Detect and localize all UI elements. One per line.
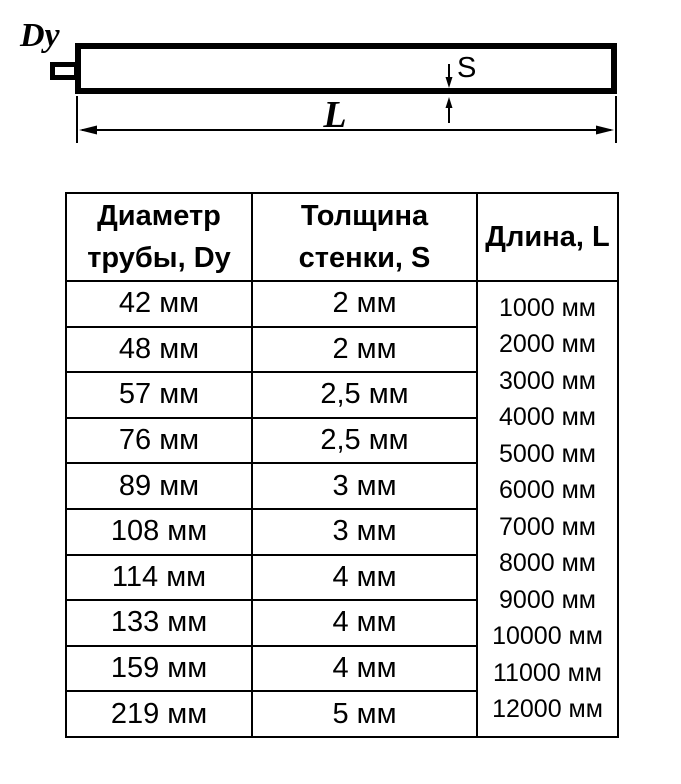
pipe-diagram (0, 0, 681, 170)
length-list (478, 282, 617, 736)
diameter-cell: 89 мм (66, 463, 252, 509)
thickness-cell: 3 мм (252, 463, 477, 509)
thickness-header-line1: Толщина (300, 200, 429, 232)
header-row (66, 193, 618, 281)
diameter-cell: 219 мм (66, 691, 252, 737)
thickness-cell: 2,5 мм (252, 418, 477, 464)
diameter-cell: 114 мм (66, 555, 252, 601)
spec-table (65, 192, 619, 738)
length-item: 2000 мм (499, 330, 596, 359)
pipe-body (78, 46, 614, 91)
thickness-cell: 2 мм (252, 327, 477, 373)
length-item: 3000 мм (499, 366, 596, 395)
length-column-header: Длина, L (477, 193, 618, 281)
thickness-header-line2: стенки, S (298, 242, 431, 274)
length-label: L (323, 94, 347, 136)
thickness-cell: 4 мм (252, 555, 477, 601)
diameter-cell: 48 мм (66, 327, 252, 373)
thickness-column-header (252, 193, 477, 281)
diameter-cell: 42 мм (66, 281, 252, 327)
pipe-end-stub (53, 65, 77, 78)
thickness-cell: 2,5 мм (252, 372, 477, 418)
pipe-diameter-label: Dy (20, 17, 60, 54)
length-item: 4000 мм (499, 403, 596, 432)
table-row (66, 281, 618, 327)
thickness-cell: 2 мм (252, 281, 477, 327)
length-item: 8000 мм (499, 549, 596, 578)
diameter-cell: 76 мм (66, 418, 252, 464)
thickness-cell: 4 мм (252, 646, 477, 692)
length-list-cell (477, 281, 618, 737)
diameter-cell: 108 мм (66, 509, 252, 555)
wall-thickness-arrow-up (446, 97, 453, 123)
length-item: 9000 мм (499, 585, 596, 614)
thickness-cell: 3 мм (252, 509, 477, 555)
length-item: 12000 мм (492, 695, 603, 724)
diameter-cell: 57 мм (66, 372, 252, 418)
length-item: 11000 мм (493, 658, 602, 687)
thickness-cell: 5 мм (252, 691, 477, 737)
length-item: 7000 мм (499, 512, 596, 541)
diameter-column-header (66, 193, 252, 281)
length-item: 1000 мм (499, 293, 596, 322)
diameter-header-line2: трубы, Dy (87, 242, 231, 274)
diameter-cell: 159 мм (66, 646, 252, 692)
diameter-header-line1: Диаметр (97, 200, 221, 232)
length-item: 10000 мм (492, 622, 603, 651)
length-item: 5000 мм (499, 439, 596, 468)
diameter-cell: 133 мм (66, 600, 252, 646)
thickness-cell: 4 мм (252, 600, 477, 646)
length-item: 6000 мм (499, 476, 596, 505)
wall-thickness-label: S (457, 52, 477, 84)
